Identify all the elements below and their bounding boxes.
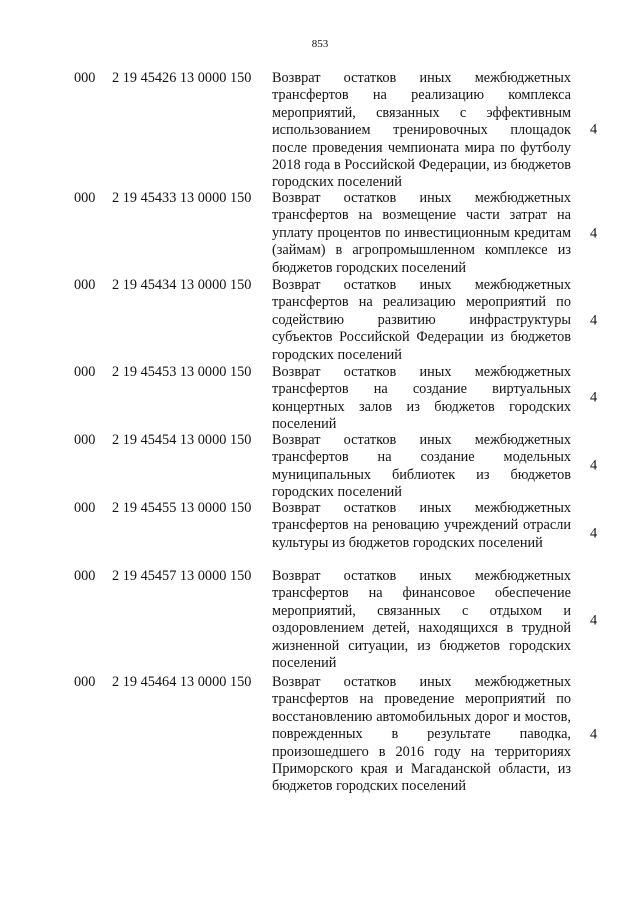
table-row bbox=[0, 500, 640, 568]
table-row bbox=[0, 674, 640, 796]
budget-classification-code: 2 19 45433 13 0000 150 bbox=[112, 190, 252, 206]
budget-classification-code: 2 19 45464 13 0000 150 bbox=[112, 674, 252, 690]
row-value: 4 bbox=[590, 457, 598, 474]
row-value: 4 bbox=[590, 525, 598, 542]
table-row bbox=[0, 432, 640, 500]
budget-classification-code: 2 19 45434 13 0000 150 bbox=[112, 277, 252, 293]
row-value: 4 bbox=[590, 726, 598, 743]
table-row bbox=[0, 277, 640, 364]
admin-code: 000 bbox=[74, 674, 96, 690]
row-value: 4 bbox=[590, 311, 598, 328]
admin-code: 000 bbox=[74, 190, 96, 206]
admin-code: 000 bbox=[74, 432, 96, 448]
row-description: Возврат остатков иных межбюджетных трансфертов на реновацию учреждений отрасли культуры из бюджетов городских поселений bbox=[272, 500, 571, 551]
row-description: Возврат остатков иных межбюджетных трансфертов на финансовое обеспечение мероприятий, связанных с отдыхом и оздоровлением детей, находящихся в трудной жизненной ситуации, из бюджетов городских поселений bbox=[272, 568, 571, 672]
budget-classification-code: 2 19 45426 13 0000 150 bbox=[112, 70, 252, 86]
budget-classification-code: 2 19 45455 13 0000 150 bbox=[112, 500, 252, 516]
budget-classification-code: 2 19 45457 13 0000 150 bbox=[112, 568, 252, 584]
row-value: 4 bbox=[590, 389, 598, 406]
admin-code: 000 bbox=[74, 70, 96, 86]
row-value: 4 bbox=[590, 224, 598, 241]
row-description: Возврат остатков иных межбюджетных трансфертов на реализацию мероприятий по содействию развитию инфраструктуры субъектов Российской Федерации из бюджетов городских поселений bbox=[272, 277, 571, 363]
admin-code: 000 bbox=[74, 364, 96, 380]
row-description: Возврат остатков иных межбюджетных трансфертов на возмещение части затрат на уплату процентов по инвестиционным кредитам (займам) в агропромышленном комплексе из бюджетов городских поселений bbox=[272, 190, 571, 276]
table-row bbox=[0, 190, 640, 277]
admin-code: 000 bbox=[74, 500, 96, 516]
admin-code: 000 bbox=[74, 568, 96, 584]
page-number: 853 bbox=[311, 38, 329, 50]
row-description: Возврат остатков иных межбюджетных трансфертов на реализацию комплекса мероприятий, связанных с эффективным использованием тренировочных площадок после проведения чемпионата мира по футболу 2018 года в Российской Федерации, из бюджетов городских поселений bbox=[272, 70, 571, 191]
row-description: Возврат остатков иных межбюджетных трансфертов на создание модельных муниципальных библиотек из бюджетов городских поселений bbox=[272, 432, 571, 501]
row-value: 4 bbox=[590, 612, 598, 629]
row-value: 4 bbox=[590, 121, 598, 138]
table-row bbox=[0, 364, 640, 432]
budget-code-table bbox=[0, 70, 640, 796]
row-description: Возврат остатков иных межбюджетных трансфертов на проведение мероприятий по восстановлению автомобильных дорог и мостов, поврежденных в результате паводка, произошедшего в 2016 году на территориях Приморского края и Магаданской области, из бюджетов городских поселений bbox=[272, 674, 571, 795]
budget-classification-code: 2 19 45454 13 0000 150 bbox=[112, 432, 252, 448]
table-row bbox=[0, 70, 640, 190]
table-row bbox=[0, 568, 640, 674]
row-description: Возврат остатков иных межбюджетных трансфертов на создание виртуальных концертных залов из бюджетов городских поселений bbox=[272, 364, 571, 433]
budget-classification-code: 2 19 45453 13 0000 150 bbox=[112, 364, 252, 380]
admin-code: 000 bbox=[74, 277, 96, 293]
